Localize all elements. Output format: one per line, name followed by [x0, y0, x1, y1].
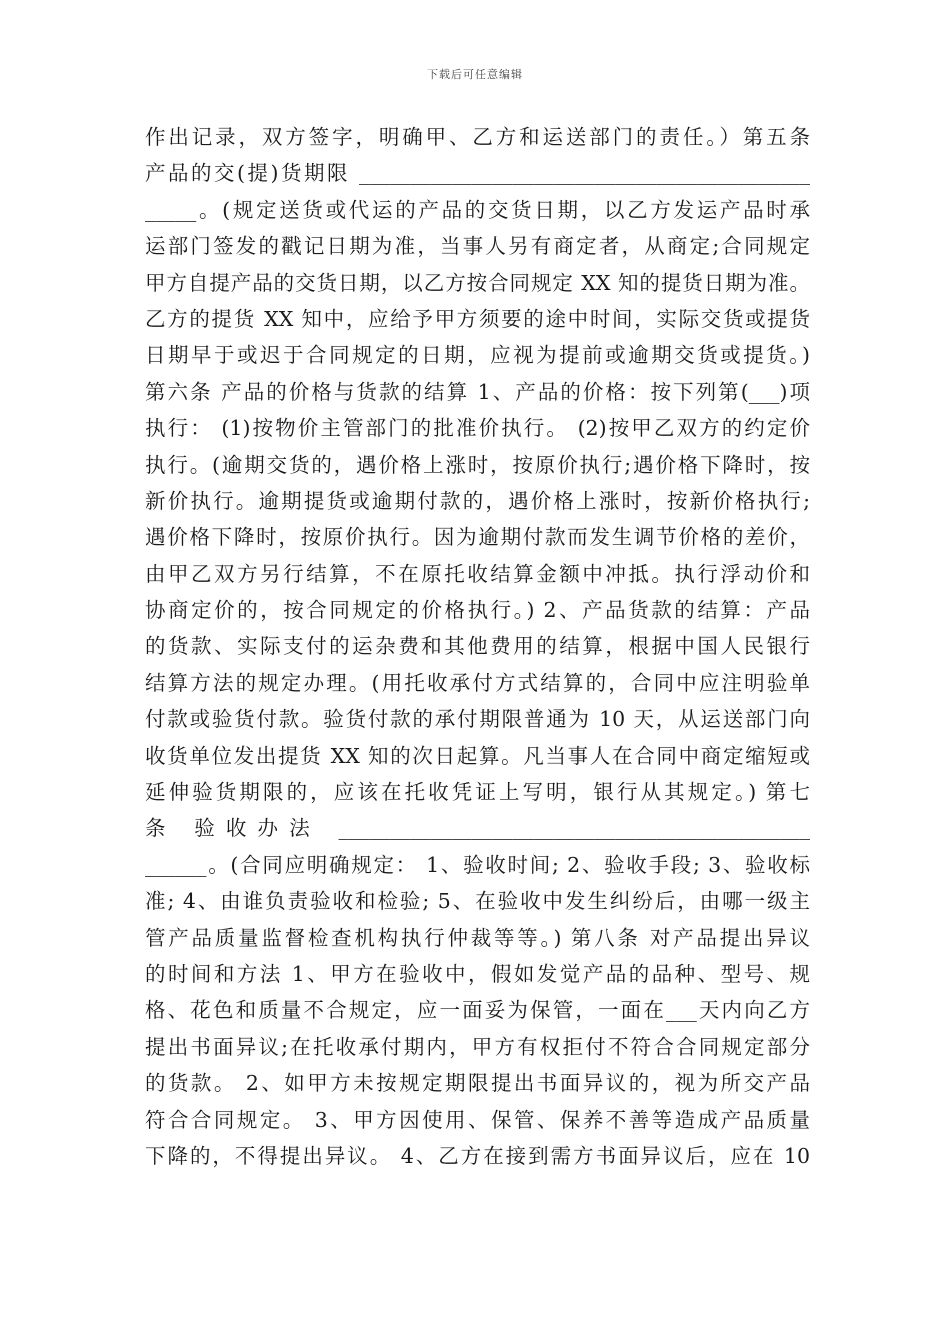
text-line: 符合合同规定。 3、甲方因使用、保管、保养不善等造成产品质量	[145, 1107, 810, 1132]
text-line: 下降的，不得提出异议。 4、乙方在接到需方书面异议后，应在 10	[145, 1143, 810, 1168]
text-line: 甲方自提产品的交货日期，以乙方按合同规定 XX 知的提货日期为准。	[145, 270, 810, 295]
text-line: _____。(规定送货或代运的产品的交货日期，以乙方发运产品时承	[145, 197, 810, 222]
text-line: 收货单位发出提货 XX 知的次日起算。凡当事人在合同中商定缩短或	[145, 743, 810, 768]
text-line: 日期早于或迟于合同规定的日期，应视为提前或逾期交货或提货。)	[145, 343, 810, 368]
text-line: 提出书面异议;在托收承付期内，甲方有权拒付不符合合同规定部分	[145, 1034, 810, 1059]
text-line: 延伸验货期限的，应该在托收凭证上写明，银行从其规定。) 第七	[145, 780, 810, 805]
text-line: 乙方的提货 XX 知中，应给予甲方须要的途中时间，实际交货或提货	[145, 306, 810, 331]
text-line: 付款或验货付款。验货付款的承付期限普通为 10 天，从运送部门向	[145, 707, 810, 732]
text-line: 作出记录，双方签字，明确甲、乙方和运送部门的责任。）第五条	[145, 125, 810, 149]
text-line: 执行： (1)按物价主管部门的批准价执行。 (2)按甲乙双方的约定价	[145, 416, 810, 441]
text-line: 准; 4、由谁负责验收和检验; 5、在验收中发生纠纷后，由哪一级主	[145, 889, 810, 914]
text-line: 新价执行。逾期提货或逾期付款的，遇价格上涨时，按新价格执行;	[145, 488, 810, 513]
text-line: 的货款、实际支付的运杂费和其他费用的结算，根据中国人民银行	[145, 634, 810, 659]
text-line: 条 验收办法 ______________________________________________	[145, 816, 810, 841]
text-line: 协商定价的，按合同规定的价格执行。) 2、产品货款的结算：产品	[145, 598, 810, 623]
text-line: 格、花色和质量不合规定，应一面妥为保管，一面在___天内向乙方	[145, 998, 810, 1023]
text-line: 结算方法的规定办理。(用托收承付方式结算的，合同中应注明验单	[145, 670, 810, 695]
text-line: 的货款。 2、如甲方未按规定期限提出书面异议的，视为所交产品	[145, 1071, 810, 1096]
text-line: 的时间和方法 1、甲方在验收中，假如发觉产品的品种、型号、规	[145, 961, 810, 986]
page-header: 下载后可任意编辑	[427, 68, 523, 81]
text-line: ______。(合同应明确规定： 1、验收时间; 2、验收手段; 3、验收标	[145, 852, 810, 877]
text-line: 管产品质量监督检查机构执行仲裁等等。) 第八条 对产品提出异议	[145, 925, 810, 950]
text-line: 遇价格下降时，按原价执行。因为逾期付款而发生调节价格的差价，	[145, 525, 810, 550]
text-line: 由甲乙双方另行结算，不在原托收结算金额中冲抵。执行浮动价和	[145, 561, 810, 586]
document-body	[145, 119, 810, 1174]
text-line: 第六条 产品的价格与货款的结算 1、产品的价格：按下列第(___)项	[145, 379, 810, 404]
text-line: 运部门签发的戳记日期为准，当事人另有商定者，从商定;合同规定	[145, 234, 810, 259]
text-line: 产品的交(提)货期限 ____________________________________________	[145, 161, 810, 186]
text-line: 执行。(逾期交货的，遇价格上涨时，按原价执行;遇价格下降时，按	[145, 452, 810, 477]
